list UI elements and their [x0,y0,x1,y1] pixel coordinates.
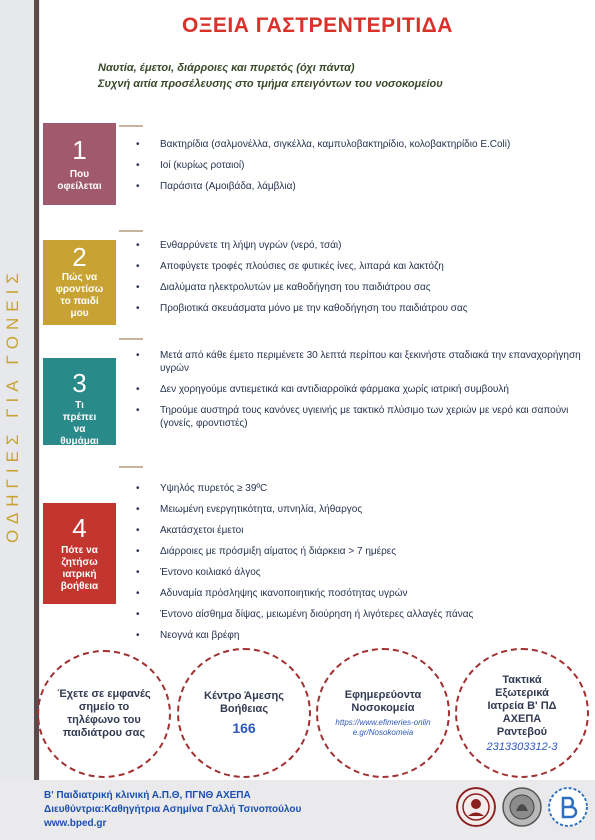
footer [0,780,595,840]
section-divider [119,466,143,468]
section-divider [119,338,143,340]
section-divider [119,230,143,232]
subtitle-line-1: Ναυτία, έμετοι, διάρροιες και πυρετός (όχι πάντα) [98,62,355,74]
section-badge-4 [43,503,116,604]
list-item: • Ενθαρρύνετε τη λήψη υγρών (νερό, τσάι) [136,239,595,252]
section-badge-1 [43,123,116,205]
clinic-phone: 2313303312-3 [486,740,558,753]
list-item: • Έντονο αίσθημα δίψας, μειωμένη διούρηση ή λιγότερες αλλαγές πάνας [136,608,595,621]
list-item: • Διάρροιες με πρόσμιξη αίματος ή διάρκεια > 7 ημέρες [136,545,595,558]
section-number: 2 [72,242,87,272]
emergency-number: 166 [232,720,256,736]
list-item: • Μετά από κάθε έμετο περιμένετε 30 λεπτά περίπου και ξεκινήστε σταδιακά την επαναχορήγηση υγρών [136,349,591,375]
list-item: • Νεογνά και βρέφη [136,629,595,642]
section-number: 3 [72,368,87,398]
list-item: • Παράσιτα (Αμοιβάδα, λάμβλια) [136,180,595,193]
section-items [136,349,591,438]
circle-text: Εφημερεύοντα Νοσοκομεία [344,688,422,714]
section-items [136,138,595,201]
circle-emergency-center [177,648,311,778]
circle-on-duty-hospitals [316,648,450,778]
section-caption: Πότε να ζητήσω ιατρική βοήθεια [60,545,99,592]
list-item: • Διαλύματα ηλεκτρολυτών με καθοδήγηση του παιδιάτρου σας [136,281,595,294]
circle-text: Κέντρο Άμεσης Βοήθειας [204,690,284,715]
page-title: ΟΞΕΙΑ ΓΑΣΤΡΕΝΤΕΡΙΤΙΔΑ [182,14,453,37]
section-divider [119,125,143,127]
section-badge-2 [43,240,116,325]
list-item: • Βακτηρίδια (σαλμονέλλα, σιγκέλλα, καμπυλοβακτηρίδιο, κολοβακτηρίδιο E.Coli) [136,138,595,151]
section-items [136,239,595,323]
sidebar [0,0,40,780]
list-item: • Τηρούμε αυστηρά τους κανόνες υγιεινής με τακτικό πλύσιμο των χεριών με νερό και σαπούνι (γονείς, φροντιστές) [136,404,591,430]
section-items [136,482,595,650]
hospital-emblem-icon [502,787,542,827]
list-item: • Προβιοτικά σκευάσματα μόνο με την καθοδήγηση του παιδιάτρου σας [136,302,595,315]
university-seal-icon [456,787,496,827]
list-item: • Αδυναμία πρόσληψης ικανοποιητικής ποσότητας υγρών [136,587,595,600]
subtitle-line-2: Συχνή αιτία προσέλευσης στο τμήμα επειγόντων του νοσοκομείου [98,78,443,90]
footer-director: Διευθύντρια:Καθηγήτρια Ασημίνα Γαλλή Τσινοπούλου [44,804,302,815]
list-item: • Δεν χορηγούμε αντιεμετικά και αντιδιαρροϊκά φάρμακα χωρίς ιατρική συμβουλή [136,383,591,396]
list-item: • Υψηλός πυρετός ≥ 39ºC [136,482,595,495]
circle-text: Τακτικά Εξωτερικά Ιατρεία Β' ΠΔ ΑΧΕΠΑ Ραντεβού [487,673,557,738]
footer-website[interactable]: www.bped.gr [44,818,107,829]
list-item: • Αποφύγετε τροφές πλούσιες σε φυτικές ίνες, λιπαρά και λακτόζη [136,260,595,273]
section-number: 1 [72,135,87,165]
section-caption: Πώς να φροντίσω το παιδί μου [55,272,104,319]
list-item: • Έντονο κοιλιακό άλγος [136,566,595,579]
section-badge-3 [43,358,116,445]
circle-text: Έχετε σε εμφανές σημείο το τηλέφωνο του παιδιάτρου σας [57,688,151,739]
hospitals-link[interactable]: https://www.efimeries-online.gr/Nosokomeia [335,717,431,737]
circle-pediatrician-phone [37,650,171,778]
section-caption: Που οφείλεται [57,169,102,192]
circle-outpatient-clinics [455,648,589,778]
sidebar-stripe [34,0,39,780]
section-caption: Τι πρέπει να θυμάμαι [60,400,99,447]
section-number: 4 [72,513,87,543]
subtitle [98,60,443,92]
footer-clinic: Β' Παιδιατρική κλινική Α.Π.Θ, ΠΓΝΘ ΑΧΕΠΑ [44,790,251,801]
list-item: • Μειωμένη ενεργητικότητα, υπνηλία, λήθαργος [136,503,595,516]
vertical-label: ΟΔΗΓΙΕΣ ΓΙΑ ΓΟΝΕΙΣ [3,267,22,543]
list-item: • Ιοί (κυρίως ροταιοί) [136,159,595,172]
clinic-logo-icon [548,787,588,827]
list-item: • Ακατάσχετοι έμετοι [136,524,595,537]
